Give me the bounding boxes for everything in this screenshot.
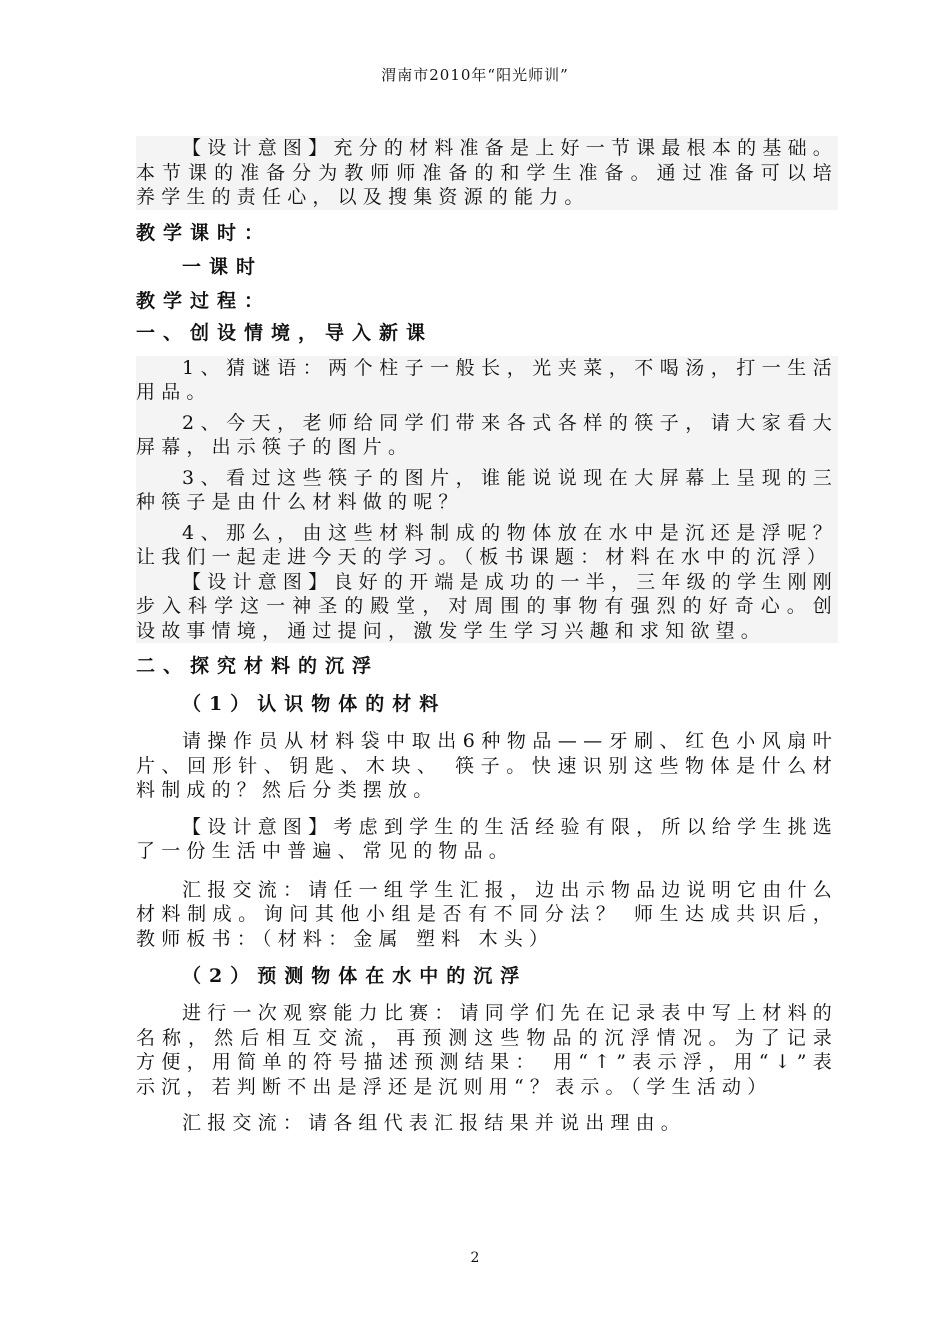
- body-paragraph: 汇报交流：请任一组学生汇报，边出示物品边说明它由什么材料制成。询问其他小组是否有不同分法？ 师生达成共识后，教师板书：（材料：金属 塑料 木头）: [136, 878, 838, 950]
- subsection-heading-1: （1）认识物体的材料: [182, 693, 447, 715]
- class-hours-value: 一课时: [182, 255, 264, 278]
- page-number: 2: [470, 1250, 480, 1266]
- body-paragraph: 请操作员从材料袋中取出6种物品——牙刷、红色小风扇叶片、回形针、钥匙、木块、 筷子。快速识别这些物体是什么材料制成的？然后分类摆放。: [136, 730, 838, 801]
- design-intent-paragraph: 【设计意图】充分的材料准备是上好一节课最根本的基础。本节课的准备分为教师师准备的和学生准备。通过准备可以培养学生的责任心，以及搜集资源的能力。: [136, 137, 838, 208]
- document-body: [136, 136, 838, 1136]
- list-item: 2、今天，老师给同学们带来各式各样的筷子，请大家看大屏幕，出示筷子的图片。: [136, 411, 838, 458]
- list-item: 4、那么，由这些材料制成的物体放在水中是沉还是浮呢？让我们一起走进今天的学习。（板书课题：材料在水中的沉浮）: [136, 521, 838, 568]
- subsection-heading-2: （2）预测物体在水中的沉浮: [182, 965, 528, 987]
- list-item: 1、猜谜语：两个柱子一般长，光夹菜，不喝汤，打一生活用品。: [136, 356, 838, 403]
- list-item: 3、看过这些筷子的图片，谁能说说现在大屏幕上呈现的三种筷子是由什么材料做的呢？: [136, 466, 838, 513]
- body-paragraph: 汇报交流：请各组代表汇报结果并说出理由。: [182, 1112, 687, 1134]
- page-header: 渭南市2010年“阳光师训”: [381, 66, 569, 84]
- section-heading-2: 二、探究材料的沉浮: [136, 655, 380, 677]
- heading-teaching-process: 教学过程：: [136, 289, 272, 312]
- design-intent-paragraph: 【设计意图】良好的开端是成功的一半，三年级的学生刚刚步入科学这一神圣的殿堂，对周围的事物有强烈的好奇心。创设故事情境，通过提问，激发学生学习兴趣和求知欲望。: [136, 570, 838, 642]
- design-intent-paragraph: 【设计意图】考虑到学生的生活经验有限，所以给学生挑选了一份生活中普遍、常见的物品。: [136, 815, 838, 862]
- body-paragraph: 进行一次观察能力比赛：请同学们先在记录表中写上材料的名称，然后相互交流，再预测这些物品的沉浮情况。为了记录方便，用简单的符号描述预测结果： 用“↑”表示浮，用“↓”表示沉，若判断不出是浮还是沉则用“？表示。（学生活动）: [136, 1002, 838, 1098]
- section-heading-1: 一、创设情境，导入新课: [136, 321, 434, 344]
- heading-class-hours: 教学课时：: [136, 221, 272, 244]
- section-1-list: [136, 356, 838, 644]
